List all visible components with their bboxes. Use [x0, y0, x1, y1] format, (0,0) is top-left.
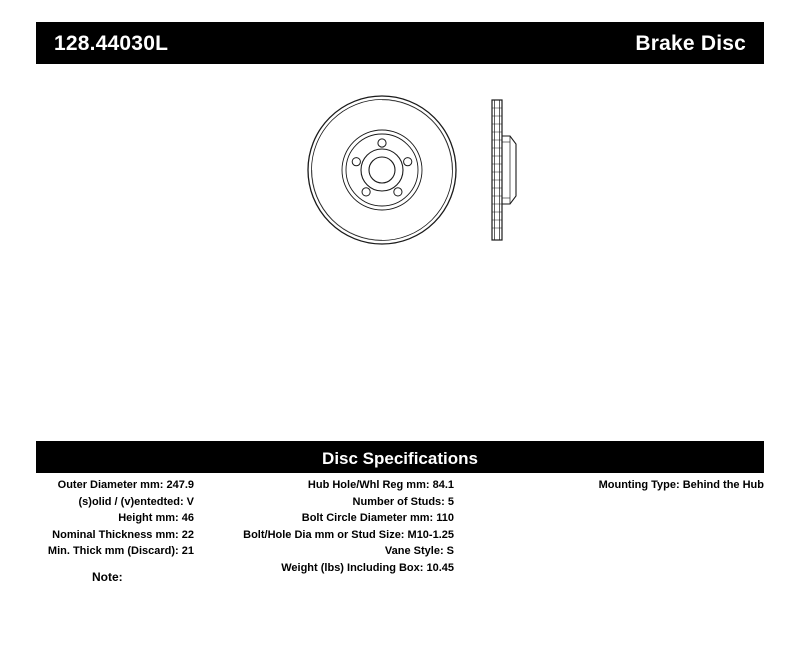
spec-item: Number of Studs: 5: [352, 495, 454, 508]
specs-section-title: Disc Specifications: [322, 448, 478, 468]
spec-item: Weight (lbs) Including Box: 10.45: [281, 561, 454, 574]
note-row: [36, 570, 764, 584]
specs-title-bar: [36, 443, 764, 473]
specs-left-column: [0, 477, 200, 560]
spec-item: Bolt/Hole Dia mm or Stud Size: M10-1.25: [243, 528, 454, 541]
specs-middle-column: [200, 477, 460, 576]
spec-item: Min. Thick mm (Discard): 21: [47, 545, 194, 557]
spec-item: Hub Hole/Whl Reg mm: 84.1: [307, 479, 454, 491]
rotor-side-view: [492, 100, 516, 240]
page-title: Brake Disc: [635, 31, 746, 55]
spec-item: Height mm: 46: [118, 512, 194, 524]
specs-right-column: [460, 477, 800, 494]
specs-columns: [0, 477, 800, 576]
header-bar: [36, 22, 764, 64]
spec-item: Bolt Circle Diameter mm: 110: [301, 512, 454, 524]
product-drawing: [36, 80, 764, 430]
rotor-front-view: [308, 96, 456, 244]
rotor-technical-drawing: [304, 92, 544, 292]
spec-item: Nominal Thickness mm: 22: [52, 528, 194, 541]
spec-item: Outer Diameter mm: 247.9: [57, 479, 194, 491]
part-number-label: 128.44030L: [54, 31, 169, 55]
spec-item: Vane Style: S: [384, 545, 454, 557]
spec-item: (s)olid / (v)entedted: V: [78, 495, 194, 508]
spec-item: Mounting Type: Behind the Hub: [598, 479, 764, 491]
note-label: Note:: [92, 570, 123, 584]
